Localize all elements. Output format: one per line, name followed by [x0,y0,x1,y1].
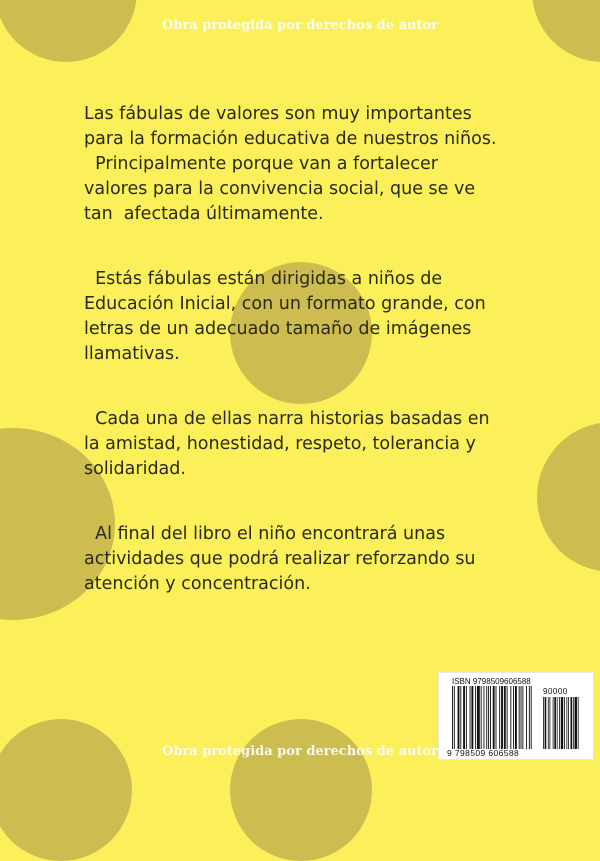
back-cover-text [84,102,554,637]
decorative-dot [230,719,372,861]
barcode-bar [470,686,471,749]
barcode-bar [564,697,565,749]
barcode-bar [529,686,530,749]
barcode-bar [513,686,514,749]
barcode-bar [488,686,489,749]
barcode-bar [522,686,523,749]
barcode-bar [531,686,532,749]
barcode-bar [510,686,511,749]
barcode-bar [454,686,455,749]
barcode-bar [452,686,453,749]
barcode-bar [573,697,574,749]
barcode-addon-bars [543,697,581,749]
barcode-bar [490,686,491,749]
price-code: 90000 [543,687,568,696]
barcode-bar [475,686,476,749]
barcode-bar [548,697,549,749]
barcode-bar [545,697,547,749]
barcode-bar [554,697,556,749]
barcode-bar [481,686,482,749]
barcode-bar [460,686,461,749]
barcode-bar [499,686,500,749]
barcode-bar [543,697,544,749]
barcode-bar [526,686,527,749]
paragraph-audience: Estás fábulas están dirigidas a niños de Educación Inicial, con un formato grande, con letras de un adecuado tamaño de imágenes llamativas. [84,269,486,364]
isbn-label: ISBN 9798509606588 [452,677,531,686]
barcode-bar [501,686,503,749]
barcode-bar [507,686,508,749]
barcode-bar [463,686,465,749]
barcode-bar [557,697,558,749]
barcode-bar [515,686,517,749]
barcode-bar [471,686,473,749]
paragraph-activities: Al final del libro el niño encontrará unas actividades que podrá realizar reforzando su atención y concentración. [84,524,476,594]
barcode-bar [566,697,567,749]
copyright-watermark-bottom: Obra protegida por derechos de autor [162,744,438,759]
barcode-bar [549,697,550,749]
paragraph-values: Las fábulas de valores son muy importantes para la formación educativa de nuestros niños. Principalmente porque van a fortalecer valores para la convivencia social, que se ve tan afectada últimamente. [84,104,497,224]
barcode-bar [504,686,506,749]
barcode-bar [519,686,520,749]
barcode-main-bars [452,686,540,749]
decorative-dot [0,719,132,861]
barcode-bar [561,697,563,749]
barcode-bar [483,686,484,749]
barcode-bar [553,697,554,749]
barcode-bar [496,686,497,749]
barcode-bar [493,686,495,749]
barcode-bar [486,686,487,749]
barcode-bar [570,697,572,749]
barcode-bar [578,697,579,749]
barcode-bar [568,697,569,749]
barcode-bar [466,686,467,749]
paragraph-stories: Cada una de ellas narra historias basadas en la amistad, honestidad, respeto, tolerancia y solidaridad. [84,409,490,479]
barcode-bar [477,686,480,749]
barcode-bar [521,686,522,749]
barcode-digits: 9 798509 606588 [447,748,520,758]
barcode-bar [575,697,577,749]
barcode-bar [458,686,460,749]
copyright-watermark-top: Obra protegida por derechos de autor [162,18,438,33]
barcode-bar [559,697,560,749]
